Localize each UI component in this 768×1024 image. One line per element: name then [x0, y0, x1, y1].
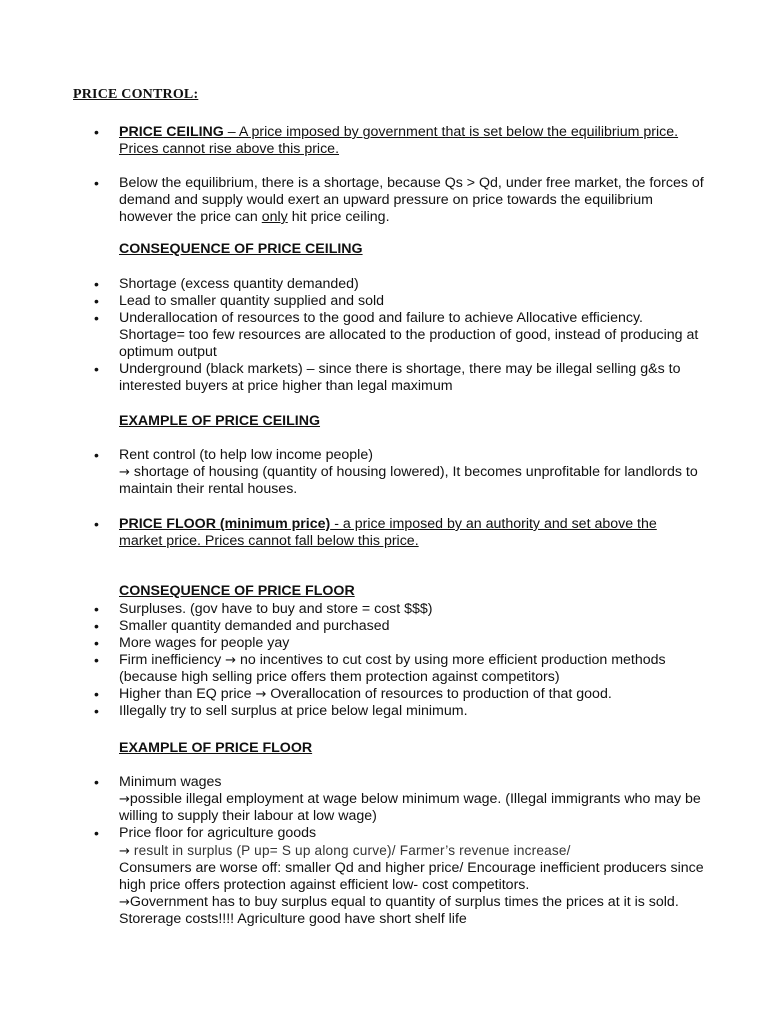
price-ceiling-term: PRICE CEILING: [119, 124, 224, 140]
list-item: [94, 774, 704, 825]
minimum-wages-detail: possible illegal employment at wage below minimum wage. (Illegal immigrants who may be willing to supply their labour at low wage): [119, 791, 701, 824]
firm-inefficiency-after: no incentives to cut cost by using more efficient production methods (because high selling price offers them protection against competitors): [119, 652, 666, 685]
minimum-wages-title: • Minimum wages: [119, 774, 222, 790]
arrow-icon: →: [255, 687, 267, 702]
list-item: [94, 175, 704, 226]
rent-control-detail: shortage of housing (quantity of housing lowered), It becomes unprofitable for landlords to maintain their rental houses.: [119, 464, 698, 497]
page-title: PRICE CONTROL:: [73, 87, 199, 102]
list-item: • More wages for people yay: [94, 635, 704, 652]
example-price-ceiling-heading: EXAMPLE OF PRICE CEILING: [119, 413, 321, 429]
list-item: [94, 825, 704, 928]
list-item: [94, 652, 704, 686]
agriculture-consumers: Consumers are worse off: smaller Qd and higher price/ Encourage inefficient producers since high price offers protection against efficient low- cost competitors.: [119, 860, 704, 893]
agriculture-result: result in surplus (P up= S up along curve)/ Farmer’s revenue increase/: [129, 843, 571, 858]
price-ceiling-definition: [94, 124, 704, 158]
list-item: • Shortage (excess quantity demanded): [94, 276, 704, 293]
consequence-price-floor-heading: CONSEQUENCE OF PRICE FLOOR: [119, 583, 355, 599]
arrow-icon: →: [119, 465, 130, 480]
list-item: [94, 516, 704, 550]
higher-eq-before: Higher than EQ price: [119, 686, 256, 702]
price-ceiling-consequences: [94, 276, 704, 395]
price-floor-definition-text: - a price imposed by an authority and set above the market price. Prices cannot fall below this price.: [119, 516, 657, 549]
explanation-before: Below the equilibrium, there is a shortage, because Qs > Qd, under free market, the forces of demand and supply would exert an upward pressure on price towards the equilibrium however the price can: [119, 175, 704, 225]
rent-control-title: • Rent control (to help low income people): [119, 447, 373, 463]
list-item: [94, 124, 704, 158]
list-item: • Smaller quantity demanded and purchased: [94, 618, 704, 635]
explanation-emphasis: only: [261, 209, 288, 225]
arrow-icon: →: [119, 792, 130, 807]
list-item: • Lead to smaller quantity supplied and sold: [94, 293, 704, 310]
arrow-icon: →: [119, 844, 130, 859]
price-ceiling-example: [94, 447, 704, 498]
list-item: • Underallocation of resources to the good and failure to achieve Allocative efficiency. Shortage= too few resources are allocated to the production of good, instead of producing at optimum output: [94, 310, 704, 361]
list-item: [94, 686, 704, 703]
higher-eq-after: Overallocation of resources to production of that good.: [266, 686, 612, 702]
example-price-floor-heading: EXAMPLE OF PRICE FLOOR: [119, 740, 313, 756]
price-floor-term: PRICE FLOOR (minimum price): [119, 516, 331, 532]
price-floor-definition: [94, 516, 704, 550]
firm-inefficiency-before: Firm inefficiency: [119, 652, 226, 668]
price-ceiling-definition-text: – A price imposed by government that is set below the equilibrium price. Prices cannot rise above this price.: [119, 124, 679, 157]
arrow-icon: →: [225, 653, 237, 668]
price-ceiling-explanation: [94, 175, 704, 226]
explanation-after: hit price ceiling.: [287, 209, 390, 225]
list-item: [94, 447, 704, 498]
arrow-icon: →: [119, 895, 130, 910]
consequence-price-ceiling-heading: CONSEQUENCE OF PRICE CEILING: [119, 241, 363, 257]
list-item: • Underground (black markets) – since there is shortage, there may be illegal selling g&s to interested buyers at price higher than legal maximum: [94, 361, 704, 395]
agriculture-government: Government has to buy surplus equal to quantity of surplus times the prices at it is sold. Storerage costs!!!! Agriculture good have short shelf life: [119, 894, 679, 927]
agriculture-title: • Price floor for agriculture goods: [119, 825, 317, 841]
price-floor-consequences: [94, 601, 704, 720]
list-item: • Surpluses. (gov have to buy and store = cost $$$): [94, 601, 704, 618]
price-floor-examples: [94, 774, 704, 928]
list-item: • Illegally try to sell surplus at price below legal minimum.: [94, 703, 704, 720]
